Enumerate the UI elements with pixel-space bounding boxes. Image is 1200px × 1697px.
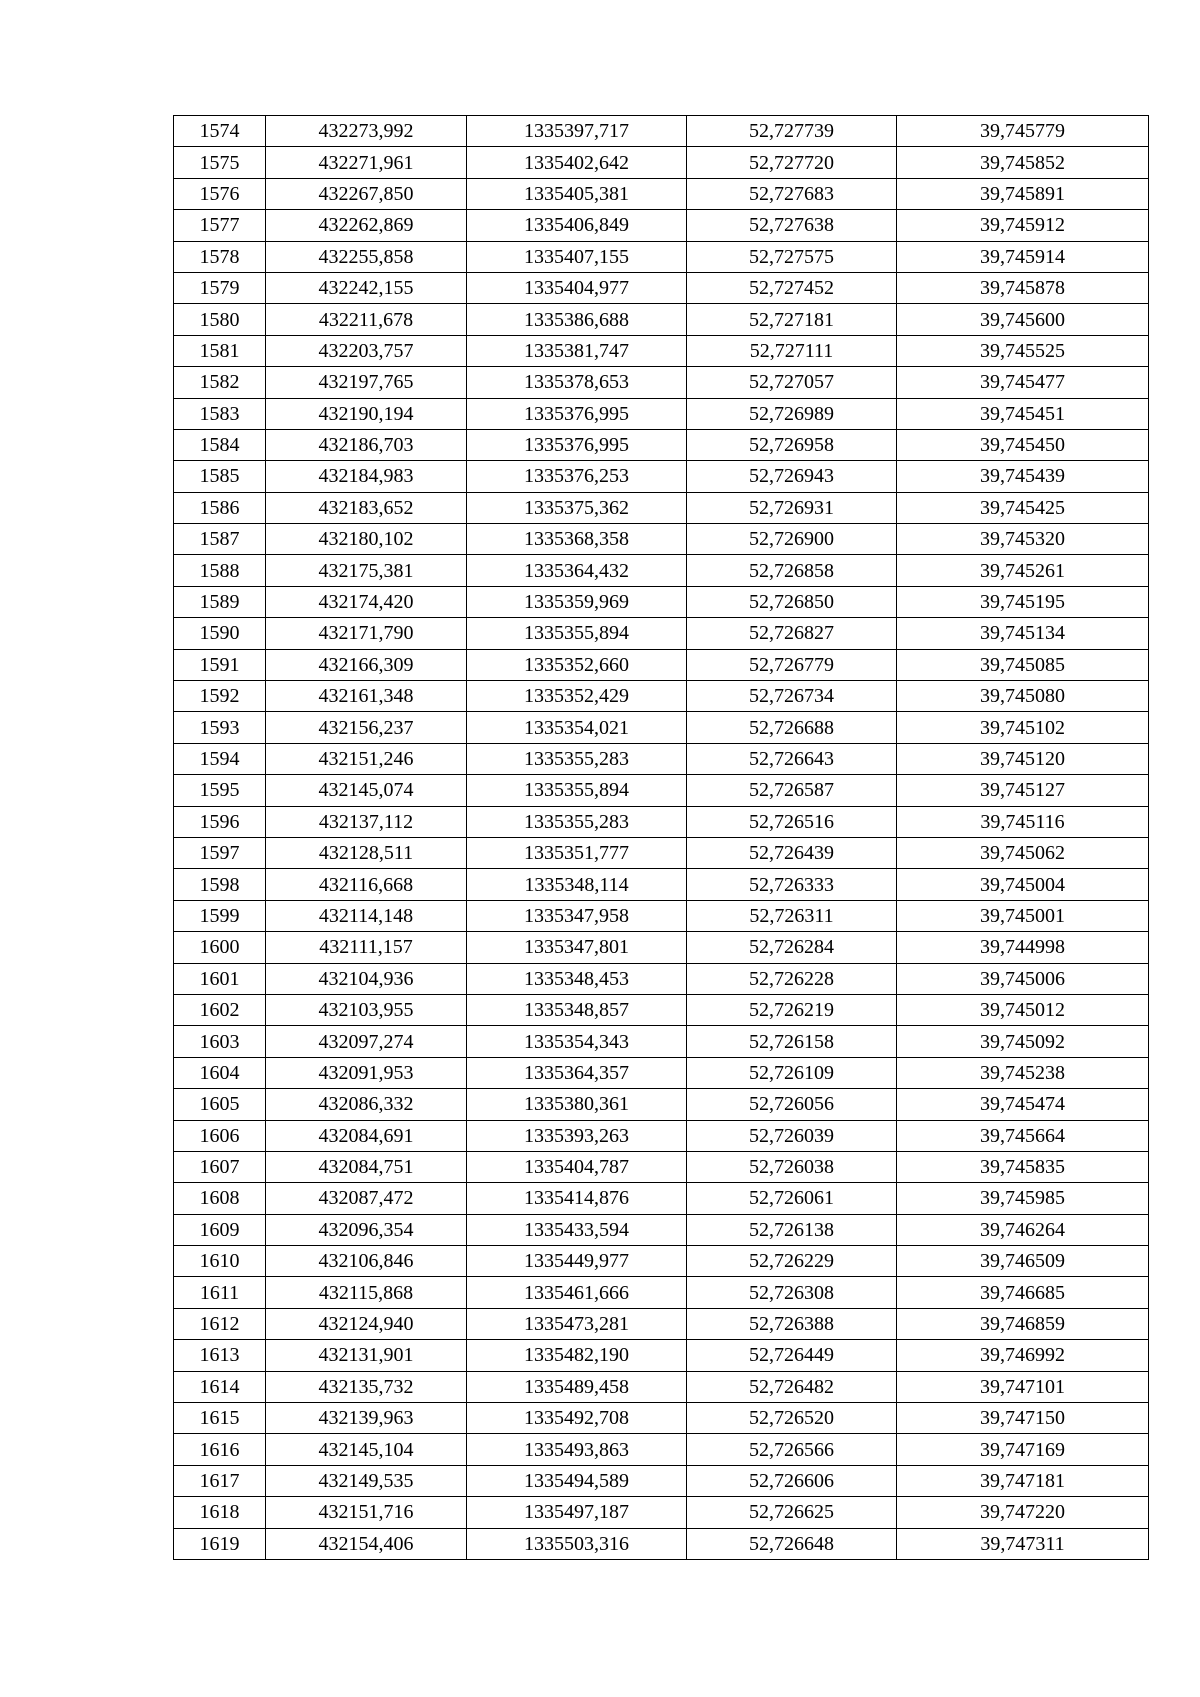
coord-y-cell: 1335404,787 [467, 1151, 687, 1182]
longitude-cell: 39,745261 [897, 555, 1149, 586]
table-row [174, 994, 1149, 1025]
coord-y-cell: 1335414,876 [467, 1183, 687, 1214]
latitude-cell: 52,726734 [687, 681, 897, 712]
longitude-cell: 39,745425 [897, 492, 1149, 523]
point-number-cell: 1606 [174, 1120, 266, 1151]
point-number-cell: 1596 [174, 806, 266, 837]
longitude-cell: 39,746509 [897, 1246, 1149, 1277]
table-row [174, 806, 1149, 837]
coord-x-cell: 432091,953 [266, 1057, 467, 1088]
longitude-cell: 39,745664 [897, 1120, 1149, 1151]
latitude-cell: 52,726931 [687, 492, 897, 523]
point-number-cell: 1599 [174, 900, 266, 931]
latitude-cell: 52,726109 [687, 1057, 897, 1088]
table-row [174, 492, 1149, 523]
latitude-cell: 52,726284 [687, 932, 897, 963]
point-number-cell: 1578 [174, 241, 266, 272]
coord-y-cell: 1335359,969 [467, 586, 687, 617]
coord-y-cell: 1335364,432 [467, 555, 687, 586]
latitude-cell: 52,726943 [687, 461, 897, 492]
longitude-cell: 39,745835 [897, 1151, 1149, 1182]
longitude-cell: 39,745134 [897, 618, 1149, 649]
longitude-cell: 39,745085 [897, 649, 1149, 680]
table-row [174, 1340, 1149, 1371]
point-number-cell: 1617 [174, 1465, 266, 1496]
longitude-cell: 39,745120 [897, 743, 1149, 774]
coord-x-cell: 432131,901 [266, 1340, 467, 1371]
longitude-cell: 39,747311 [897, 1528, 1149, 1559]
coord-y-cell: 1335503,316 [467, 1528, 687, 1559]
point-number-cell: 1582 [174, 367, 266, 398]
latitude-cell: 52,727452 [687, 272, 897, 303]
longitude-cell: 39,746264 [897, 1214, 1149, 1245]
coord-y-cell: 1335355,894 [467, 775, 687, 806]
coord-y-cell: 1335482,190 [467, 1340, 687, 1371]
table-row [174, 681, 1149, 712]
coord-x-cell: 432116,668 [266, 869, 467, 900]
point-number-cell: 1609 [174, 1214, 266, 1245]
coord-y-cell: 1335354,021 [467, 712, 687, 743]
coord-x-cell: 432103,955 [266, 994, 467, 1025]
coord-x-cell: 432115,868 [266, 1277, 467, 1308]
coord-y-cell: 1335376,253 [467, 461, 687, 492]
longitude-cell: 39,745006 [897, 963, 1149, 994]
coord-y-cell: 1335352,429 [467, 681, 687, 712]
coord-y-cell: 1335404,977 [467, 272, 687, 303]
coord-x-cell: 432087,472 [266, 1183, 467, 1214]
table-row [174, 1151, 1149, 1182]
coord-y-cell: 1335494,589 [467, 1465, 687, 1496]
coord-x-cell: 432086,332 [266, 1089, 467, 1120]
latitude-cell: 52,727739 [687, 116, 897, 147]
coord-y-cell: 1335406,849 [467, 210, 687, 241]
coord-y-cell: 1335405,381 [467, 178, 687, 209]
point-number-cell: 1597 [174, 837, 266, 868]
coord-x-cell: 432166,309 [266, 649, 467, 680]
latitude-cell: 52,726039 [687, 1120, 897, 1151]
coord-x-cell: 432262,869 [266, 210, 467, 241]
latitude-cell: 52,726688 [687, 712, 897, 743]
latitude-cell: 52,726333 [687, 869, 897, 900]
longitude-cell: 39,746685 [897, 1277, 1149, 1308]
coord-y-cell: 1335493,863 [467, 1434, 687, 1465]
table-row [174, 116, 1149, 147]
table-row [174, 1528, 1149, 1559]
table-row [174, 304, 1149, 335]
table-row [174, 1183, 1149, 1214]
latitude-cell: 52,726643 [687, 743, 897, 774]
longitude-cell: 39,744998 [897, 932, 1149, 963]
latitude-cell: 52,726439 [687, 837, 897, 868]
longitude-cell: 39,745600 [897, 304, 1149, 335]
longitude-cell: 39,745474 [897, 1089, 1149, 1120]
table-row [174, 398, 1149, 429]
point-number-cell: 1591 [174, 649, 266, 680]
table-row [174, 649, 1149, 680]
coord-y-cell: 1335348,857 [467, 994, 687, 1025]
point-number-cell: 1614 [174, 1371, 266, 1402]
point-number-cell: 1579 [174, 272, 266, 303]
latitude-cell: 52,726516 [687, 806, 897, 837]
point-number-cell: 1581 [174, 335, 266, 366]
coord-y-cell: 1335347,801 [467, 932, 687, 963]
longitude-cell: 39,745525 [897, 335, 1149, 366]
point-number-cell: 1590 [174, 618, 266, 649]
point-number-cell: 1577 [174, 210, 266, 241]
coord-y-cell: 1335355,283 [467, 743, 687, 774]
latitude-cell: 52,727720 [687, 147, 897, 178]
table-row [174, 429, 1149, 460]
coord-x-cell: 432203,757 [266, 335, 467, 366]
coord-x-cell: 432114,148 [266, 900, 467, 931]
point-number-cell: 1607 [174, 1151, 266, 1182]
point-number-cell: 1588 [174, 555, 266, 586]
coord-y-cell: 1335489,458 [467, 1371, 687, 1402]
coord-y-cell: 1335348,453 [467, 963, 687, 994]
longitude-cell: 39,746992 [897, 1340, 1149, 1371]
longitude-cell: 39,745012 [897, 994, 1149, 1025]
coord-x-cell: 432149,535 [266, 1465, 467, 1496]
latitude-cell: 52,726827 [687, 618, 897, 649]
coord-x-cell: 432273,992 [266, 116, 467, 147]
table-row [174, 1497, 1149, 1528]
longitude-cell: 39,745127 [897, 775, 1149, 806]
table-row [174, 900, 1149, 931]
coord-x-cell: 432161,348 [266, 681, 467, 712]
latitude-cell: 52,726388 [687, 1308, 897, 1339]
coord-y-cell: 1335378,653 [467, 367, 687, 398]
point-number-cell: 1593 [174, 712, 266, 743]
longitude-cell: 39,745062 [897, 837, 1149, 868]
coord-y-cell: 1335364,357 [467, 1057, 687, 1088]
longitude-cell: 39,745985 [897, 1183, 1149, 1214]
table-row [174, 712, 1149, 743]
latitude-cell: 52,727111 [687, 335, 897, 366]
point-number-cell: 1594 [174, 743, 266, 774]
table-row [174, 524, 1149, 555]
coord-y-cell: 1335449,977 [467, 1246, 687, 1277]
coord-x-cell: 432128,511 [266, 837, 467, 868]
longitude-cell: 39,745477 [897, 367, 1149, 398]
table-row [174, 618, 1149, 649]
coord-y-cell: 1335393,263 [467, 1120, 687, 1151]
latitude-cell: 52,727181 [687, 304, 897, 335]
latitude-cell: 52,727057 [687, 367, 897, 398]
coord-y-cell: 1335351,777 [467, 837, 687, 868]
point-number-cell: 1598 [174, 869, 266, 900]
coord-y-cell: 1335380,361 [467, 1089, 687, 1120]
longitude-cell: 39,745878 [897, 272, 1149, 303]
coord-x-cell: 432097,274 [266, 1026, 467, 1057]
coord-x-cell: 432124,940 [266, 1308, 467, 1339]
point-number-cell: 1618 [174, 1497, 266, 1528]
table-row [174, 586, 1149, 617]
longitude-cell: 39,745450 [897, 429, 1149, 460]
latitude-cell: 52,726958 [687, 429, 897, 460]
table-row [174, 1465, 1149, 1496]
table-row [174, 775, 1149, 806]
point-number-cell: 1580 [174, 304, 266, 335]
coord-x-cell: 432139,963 [266, 1403, 467, 1434]
table-row [174, 1403, 1149, 1434]
latitude-cell: 52,727638 [687, 210, 897, 241]
table-row [174, 555, 1149, 586]
coord-y-cell: 1335348,114 [467, 869, 687, 900]
point-number-cell: 1592 [174, 681, 266, 712]
latitude-cell: 52,726308 [687, 1277, 897, 1308]
coordinates-table [173, 115, 1149, 1560]
coord-y-cell: 1335407,155 [467, 241, 687, 272]
latitude-cell: 52,726648 [687, 1528, 897, 1559]
point-number-cell: 1574 [174, 116, 266, 147]
table-row [174, 1089, 1149, 1120]
coord-y-cell: 1335347,958 [467, 900, 687, 931]
table-row [174, 932, 1149, 963]
point-number-cell: 1613 [174, 1340, 266, 1371]
longitude-cell: 39,745451 [897, 398, 1149, 429]
point-number-cell: 1587 [174, 524, 266, 555]
point-number-cell: 1576 [174, 178, 266, 209]
latitude-cell: 52,726449 [687, 1340, 897, 1371]
coord-x-cell: 432180,102 [266, 524, 467, 555]
latitude-cell: 52,726566 [687, 1434, 897, 1465]
point-number-cell: 1586 [174, 492, 266, 523]
coord-x-cell: 432171,790 [266, 618, 467, 649]
coord-y-cell: 1335461,666 [467, 1277, 687, 1308]
latitude-cell: 52,726989 [687, 398, 897, 429]
latitude-cell: 52,726219 [687, 994, 897, 1025]
point-number-cell: 1602 [174, 994, 266, 1025]
longitude-cell: 39,745439 [897, 461, 1149, 492]
table-row [174, 1120, 1149, 1151]
longitude-cell: 39,745238 [897, 1057, 1149, 1088]
longitude-cell: 39,745914 [897, 241, 1149, 272]
latitude-cell: 52,726606 [687, 1465, 897, 1496]
longitude-cell: 39,745004 [897, 869, 1149, 900]
coord-y-cell: 1335354,343 [467, 1026, 687, 1057]
coord-y-cell: 1335368,358 [467, 524, 687, 555]
coord-y-cell: 1335397,717 [467, 116, 687, 147]
latitude-cell: 52,726038 [687, 1151, 897, 1182]
longitude-cell: 39,745102 [897, 712, 1149, 743]
latitude-cell: 52,726228 [687, 963, 897, 994]
longitude-cell: 39,747150 [897, 1403, 1149, 1434]
longitude-cell: 39,745852 [897, 147, 1149, 178]
table-row [174, 210, 1149, 241]
latitude-cell: 52,727575 [687, 241, 897, 272]
point-number-cell: 1585 [174, 461, 266, 492]
coord-x-cell: 432104,936 [266, 963, 467, 994]
table-row [174, 1434, 1149, 1465]
coord-y-cell: 1335381,747 [467, 335, 687, 366]
point-number-cell: 1604 [174, 1057, 266, 1088]
latitude-cell: 52,726482 [687, 1371, 897, 1402]
coord-x-cell: 432145,104 [266, 1434, 467, 1465]
coord-x-cell: 432096,354 [266, 1214, 467, 1245]
longitude-cell: 39,747169 [897, 1434, 1149, 1465]
coord-y-cell: 1335497,187 [467, 1497, 687, 1528]
coord-x-cell: 432156,237 [266, 712, 467, 743]
coord-y-cell: 1335386,688 [467, 304, 687, 335]
coord-x-cell: 432267,850 [266, 178, 467, 209]
coord-x-cell: 432271,961 [266, 147, 467, 178]
coord-x-cell: 432145,074 [266, 775, 467, 806]
longitude-cell: 39,745001 [897, 900, 1149, 931]
latitude-cell: 52,726056 [687, 1089, 897, 1120]
coord-y-cell: 1335376,995 [467, 429, 687, 460]
coord-y-cell: 1335402,642 [467, 147, 687, 178]
point-number-cell: 1611 [174, 1277, 266, 1308]
point-number-cell: 1610 [174, 1246, 266, 1277]
coord-y-cell: 1335376,995 [467, 398, 687, 429]
longitude-cell: 39,745092 [897, 1026, 1149, 1057]
table-row [174, 1246, 1149, 1277]
longitude-cell: 39,747181 [897, 1465, 1149, 1496]
coord-x-cell: 432154,406 [266, 1528, 467, 1559]
table-row [174, 1057, 1149, 1088]
coord-x-cell: 432151,246 [266, 743, 467, 774]
point-number-cell: 1575 [174, 147, 266, 178]
latitude-cell: 52,726229 [687, 1246, 897, 1277]
latitude-cell: 52,726520 [687, 1403, 897, 1434]
table-row [174, 837, 1149, 868]
table-row [174, 147, 1149, 178]
coord-x-cell: 432174,420 [266, 586, 467, 617]
point-number-cell: 1612 [174, 1308, 266, 1339]
point-number-cell: 1600 [174, 932, 266, 963]
table-row [174, 1214, 1149, 1245]
coord-y-cell: 1335473,281 [467, 1308, 687, 1339]
longitude-cell: 39,745116 [897, 806, 1149, 837]
longitude-cell: 39,745080 [897, 681, 1149, 712]
longitude-cell: 39,747101 [897, 1371, 1149, 1402]
coordinates-table-body [174, 116, 1149, 1560]
latitude-cell: 52,726587 [687, 775, 897, 806]
table-row [174, 963, 1149, 994]
coord-x-cell: 432151,716 [266, 1497, 467, 1528]
coord-y-cell: 1335375,362 [467, 492, 687, 523]
table-row [174, 335, 1149, 366]
table-row [174, 178, 1149, 209]
coord-y-cell: 1335355,283 [467, 806, 687, 837]
point-number-cell: 1603 [174, 1026, 266, 1057]
point-number-cell: 1615 [174, 1403, 266, 1434]
point-number-cell: 1605 [174, 1089, 266, 1120]
coord-x-cell: 432186,703 [266, 429, 467, 460]
longitude-cell: 39,747220 [897, 1497, 1149, 1528]
point-number-cell: 1595 [174, 775, 266, 806]
longitude-cell: 39,745891 [897, 178, 1149, 209]
latitude-cell: 52,726061 [687, 1183, 897, 1214]
longitude-cell: 39,745320 [897, 524, 1149, 555]
coord-x-cell: 432183,652 [266, 492, 467, 523]
coord-x-cell: 432111,157 [266, 932, 467, 963]
table-row [174, 461, 1149, 492]
point-number-cell: 1589 [174, 586, 266, 617]
latitude-cell: 52,726625 [687, 1497, 897, 1528]
table-row [174, 869, 1149, 900]
coord-x-cell: 432197,765 [266, 367, 467, 398]
latitude-cell: 52,727683 [687, 178, 897, 209]
latitude-cell: 52,726779 [687, 649, 897, 680]
table-row [174, 241, 1149, 272]
coord-y-cell: 1335492,708 [467, 1403, 687, 1434]
table-row [174, 1308, 1149, 1339]
latitude-cell: 52,726850 [687, 586, 897, 617]
coord-x-cell: 432175,381 [266, 555, 467, 586]
latitude-cell: 52,726138 [687, 1214, 897, 1245]
table-row [174, 1371, 1149, 1402]
table-row [174, 743, 1149, 774]
longitude-cell: 39,745912 [897, 210, 1149, 241]
coord-y-cell: 1335355,894 [467, 618, 687, 649]
latitude-cell: 52,726311 [687, 900, 897, 931]
coord-x-cell: 432211,678 [266, 304, 467, 335]
point-number-cell: 1608 [174, 1183, 266, 1214]
table-row [174, 272, 1149, 303]
longitude-cell: 39,745779 [897, 116, 1149, 147]
coord-y-cell: 1335433,594 [467, 1214, 687, 1245]
latitude-cell: 52,726158 [687, 1026, 897, 1057]
coord-x-cell: 432255,858 [266, 241, 467, 272]
table-row [174, 1277, 1149, 1308]
longitude-cell: 39,745195 [897, 586, 1149, 617]
coord-x-cell: 432084,751 [266, 1151, 467, 1182]
point-number-cell: 1619 [174, 1528, 266, 1559]
coord-x-cell: 432137,112 [266, 806, 467, 837]
longitude-cell: 39,746859 [897, 1308, 1149, 1339]
coord-x-cell: 432184,983 [266, 461, 467, 492]
coord-x-cell: 432135,732 [266, 1371, 467, 1402]
coord-x-cell: 432190,194 [266, 398, 467, 429]
point-number-cell: 1583 [174, 398, 266, 429]
latitude-cell: 52,726858 [687, 555, 897, 586]
point-number-cell: 1616 [174, 1434, 266, 1465]
table-row [174, 367, 1149, 398]
point-number-cell: 1601 [174, 963, 266, 994]
latitude-cell: 52,726900 [687, 524, 897, 555]
coord-x-cell: 432084,691 [266, 1120, 467, 1151]
coord-x-cell: 432106,846 [266, 1246, 467, 1277]
coord-x-cell: 432242,155 [266, 272, 467, 303]
table-row [174, 1026, 1149, 1057]
point-number-cell: 1584 [174, 429, 266, 460]
coord-y-cell: 1335352,660 [467, 649, 687, 680]
